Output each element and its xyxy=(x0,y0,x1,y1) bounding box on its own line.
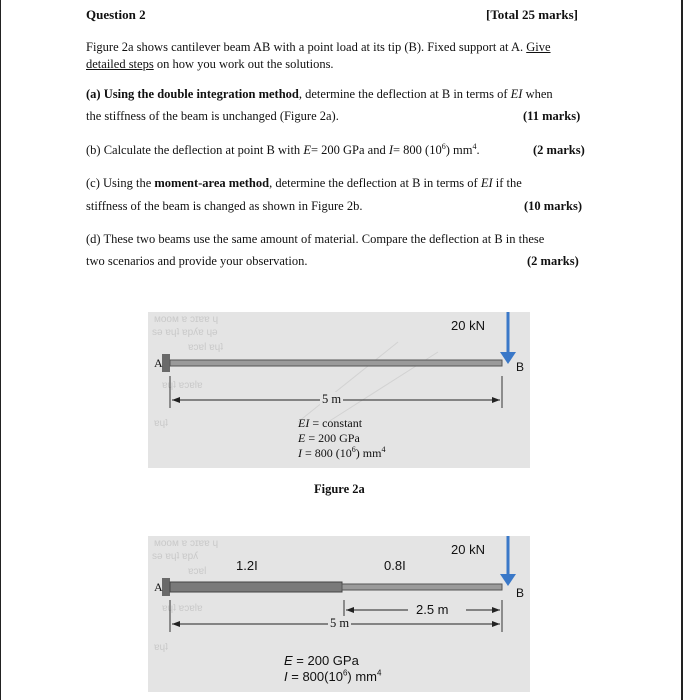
part-c-end: if the xyxy=(495,176,522,190)
fig2a-ghost-line xyxy=(298,342,398,422)
intro-link-detailed-steps: detailed steps xyxy=(86,57,154,71)
part-a-line-1 xyxy=(86,87,553,102)
fig2b-beam-thin xyxy=(342,584,502,590)
part-a-ei: EI xyxy=(510,87,523,101)
fig2b-beam-thick xyxy=(170,582,342,592)
part-a-method: double integration method xyxy=(157,87,299,101)
fig2b-i-mid: ) mm xyxy=(347,669,377,684)
part-b-i: I xyxy=(388,143,393,157)
part-b-exp4: 4 xyxy=(472,141,477,151)
intro-text-2: on how you work out the solutions. xyxy=(156,57,334,71)
fig2b-i xyxy=(284,669,381,684)
part-c-line-2: stiffness of the beam is changed as shown in Figure 2b. xyxy=(86,199,363,213)
fig2a-ei xyxy=(298,416,362,431)
fig2a-dim-arrow-left xyxy=(172,397,180,403)
intro-link-give: Give xyxy=(526,40,551,54)
fig2a-point-a: A xyxy=(154,356,163,370)
part-c-prefix: (c) Using the xyxy=(86,176,152,190)
intro-line-2 xyxy=(86,57,334,72)
fig2b-stiffness-left: 1.2I xyxy=(236,558,258,573)
part-b-e: E xyxy=(303,143,311,157)
part-c-text: , determine the deflection at B in terms of xyxy=(269,176,478,190)
fig2a-i-mid: ) mm xyxy=(355,446,382,460)
fig2a-ei-sym: EI xyxy=(298,416,310,430)
fig2b-e-text: = 200 GPa xyxy=(296,653,359,668)
fig2a-support-wall xyxy=(162,354,170,372)
fig2b-e xyxy=(284,653,359,668)
part-b-text: (b) Calculate the deflection at point B with xyxy=(86,143,301,157)
part-c-marks: (10 marks) xyxy=(524,199,582,213)
fig2b-length: 5 m xyxy=(330,616,350,630)
part-b-exp6: 6 xyxy=(441,141,446,151)
part-a-prefix: (a) Using the xyxy=(86,87,155,101)
fig2a-i xyxy=(298,446,385,461)
fig2a-e-text: = 200 GPa xyxy=(308,431,360,445)
fig2b-i-exp6: 6 xyxy=(342,668,348,678)
fig2b-seg-arrow-left xyxy=(346,607,354,613)
fig2a-ei-text: = constant xyxy=(312,416,363,430)
part-b-text-4: ) mm xyxy=(445,143,473,157)
question-title: Question 2 xyxy=(86,7,146,22)
fig2b-load-label: 20 kN xyxy=(451,542,485,557)
fig2b-point-a: A xyxy=(154,580,163,594)
fig2a-i-pre: = 800 (10 xyxy=(305,446,352,460)
fig2a-beam xyxy=(170,360,502,366)
part-a-line-2: the stiffness of the beam is unchanged (Figure 2a). xyxy=(86,109,339,123)
fig2b-stiffness-right: 0.8I xyxy=(384,558,406,573)
fig2b-dim-arrow-left xyxy=(172,621,180,627)
part-b-text-2: = 200 GPa and xyxy=(310,143,386,157)
part-b-line xyxy=(86,143,480,158)
fig2a-i-sym: I xyxy=(298,446,302,460)
figure-2b: ᴍᴏᴏᴍ ɐ ɔɪɐɐ ɥ sǝ ɐɥʇ ɐpʎ ɐɔɐl ɐɥʇ ɐɔɐlɐ ɐɥʇ 1.2I 0.8I 20 kN A B 2.5 m 5 m E = 200 GPa $I = 800(10^6)$ $mm^4$ xyxy=(148,536,530,692)
fig2a-i-exp4: 4 xyxy=(381,445,386,454)
part-b-text-5: . xyxy=(476,143,480,157)
fig2b-support-wall xyxy=(162,578,170,596)
part-a-end: when xyxy=(525,87,553,101)
figure-2a: ᴍᴏᴏᴍ ɐ ɔɪɐɐ ɥ sǝ ɐɥʇ ɐpʎɐ ɥǝ ɐɔɐl ɐɥʇ ɐɥʇ ɐɔɐlɐ ɐɥʇ 20 kN A B 5 m EI = constant E = 200 GPa I = 800 $(10^6)$ $mm^4$ xyxy=(148,312,530,468)
part-b-text-3: = 800 (10 xyxy=(393,143,442,157)
part-c-line-1 xyxy=(86,176,522,191)
fig2a-dim-arrow-right xyxy=(492,397,500,403)
fig2a-load-label: 20 kN xyxy=(451,318,485,333)
figure-2a-caption: Figure 2a xyxy=(314,482,365,496)
fig2a-e xyxy=(298,431,360,446)
part-d-line-1: (d) These two beams use the same amount of material. Compare the deflection at B in these xyxy=(86,232,545,246)
fig2b-i-sym: I xyxy=(284,669,288,684)
page-border-left xyxy=(0,0,1,700)
fig2b-e-sym: E xyxy=(284,653,293,668)
fig2b-i-exp4: 4 xyxy=(377,668,382,678)
fig2a-e-sym: E xyxy=(298,431,306,445)
part-c-ei: EI xyxy=(480,176,493,190)
fig2a-i-exp6: 6 xyxy=(351,445,356,454)
part-a-text: , determine the deflection at B in terms of xyxy=(298,87,508,101)
fig2a-point-b: B xyxy=(516,360,525,374)
part-a-marks: (11 marks) xyxy=(523,109,581,123)
part-b-marks: (2 marks) xyxy=(533,143,585,157)
fig2b-i-pre: = 800(10 xyxy=(291,669,343,684)
fig2b-segment-length: 2.5 m xyxy=(416,602,449,617)
total-marks: [Total 25 marks] xyxy=(486,7,578,22)
intro-line-1 xyxy=(86,40,551,55)
fig2a-length: 5 m xyxy=(322,392,342,406)
fig2b-point-b: B xyxy=(516,586,525,600)
intro-text: Figure 2a shows cantilever beam AB with a point load at its tip (B). Fixed support at A. xyxy=(86,40,524,54)
part-d-marks: (2 marks) xyxy=(527,254,579,268)
part-d-line-2: two scenarios and provide your observation. xyxy=(86,254,308,268)
fig2b-seg-arrow-right xyxy=(492,607,500,613)
fig2b-dim-arrow-right xyxy=(492,621,500,627)
part-c-method: moment-area method xyxy=(154,176,270,190)
